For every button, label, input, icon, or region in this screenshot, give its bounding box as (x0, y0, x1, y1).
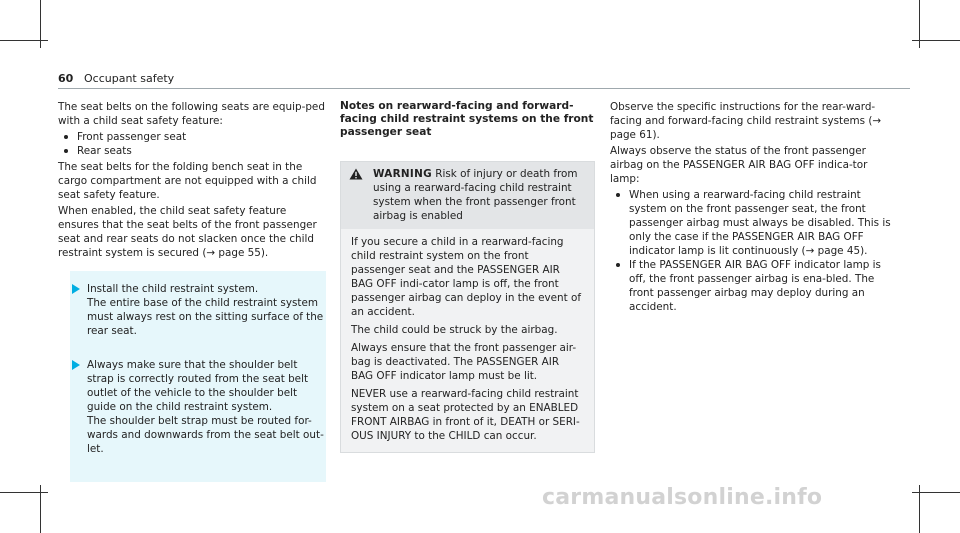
bullet-icon (616, 263, 620, 267)
step-action: Install the child restraint system. (87, 283, 259, 295)
warning-paragraph: NEVER use a rearward-facing child restraint system on a seat protected by an ENABLED FRONT AIRBAG in front of it, DEATH or SERI-OUS INJURY to the CHILD can occur. (351, 388, 580, 442)
warning-paragraph: The child could be struck by the airbag. (351, 324, 558, 336)
list-item: If the PASSENGER AIR BAG OFF indicator lamp is off, the front passenger airbag is ena-bled. The front passenger airbag may deploy during an accident. (610, 258, 900, 314)
list-item: Front passenger seat (58, 130, 326, 144)
step-action: Always make sure that the shoulder belt strap is correctly routed from the seat belt outlet of the vehicle to the shoulder belt guide on the child restraint system. (87, 359, 309, 413)
column-middle (340, 100, 595, 453)
warning-body (341, 229, 594, 452)
warning-box (340, 161, 595, 453)
crop-mark (0, 492, 48, 493)
bullet-icon (616, 193, 620, 197)
bullet-icon (64, 149, 68, 153)
list-item: When using a rearward-facing child restraint system on the front passenger seat, the front passenger airbag must always be disabled. This is only the case if the PASSENGER AIR BAG OFF indicator lamp is lit continuously (→ page 45). (610, 188, 900, 258)
step-result: The entire base of the child restraint system must always rest on the sitting surface of the rear seat. (87, 297, 324, 337)
step-arrow-icon (72, 284, 80, 294)
intro-paragraph: The seat belts on the following seats are equip-ped with a child seat safety feature: (58, 101, 325, 127)
body-paragraph: Always observe the status of the front passenger airbag on the PASSENGER AIR BAG OFF indica-tor lamp: (610, 145, 868, 185)
crop-mark (912, 492, 960, 493)
page-header (58, 72, 910, 89)
column-right (610, 100, 900, 316)
section-title: Occupant safety (84, 72, 175, 85)
step-result: The shoulder belt strap must be routed for-wards and downwards from the seat belt out-let. (87, 415, 324, 455)
warning-summary: Risk of injury or death from using a rearward-facing child restraint system when the front passenger front airbag is enabled (373, 168, 578, 222)
warning-label: WARNING (373, 168, 432, 180)
airbag-status-list (610, 188, 900, 314)
crop-mark (0, 40, 48, 41)
column-left (58, 100, 326, 482)
page-number: 60 (58, 72, 74, 85)
body-paragraph: The seat belts for the folding bench seat in the cargo compartment are not equipped with a child seat safety feature. (58, 161, 317, 201)
bullet-icon (64, 135, 68, 139)
instruction-steps (70, 271, 326, 482)
body-paragraph: When enabled, the child seat safety feature ensures that the seat belts of the front passenger seat and rear seats do not slacken once the child restraint system is secured (→ page 55). (58, 205, 317, 259)
warning-triangle-icon (349, 168, 363, 180)
instruction-step (70, 358, 326, 456)
list-item: Rear seats (58, 144, 326, 158)
instruction-step (70, 282, 326, 338)
watermark: carmanualsonline.info (542, 485, 823, 510)
warning-paragraph: Always ensure that the front passenger air-bag is deactivated. The PASSENGER AIR BAG OFF indicator lamp must be lit. (351, 342, 577, 382)
seat-list (58, 130, 326, 158)
header-rule (58, 88, 910, 89)
warning-header (341, 162, 594, 229)
step-arrow-icon (72, 360, 80, 370)
warning-paragraph: If you secure a child in a rearward-facing child restraint system on the front passenger seat and the PASSENGER AIR BAG OFF indi-cator lamp is off, the front passenger airbag can deploy in the event of an accident. (351, 236, 582, 318)
section-heading: Notes on rearward-facing and forward-facing child restraint systems on the front passenger seat (340, 100, 594, 138)
intro-paragraph: Observe the specific instructions for the rear-ward-facing and forward-facing child restraint systems (→ page 61). (610, 101, 882, 141)
crop-mark (912, 40, 960, 41)
